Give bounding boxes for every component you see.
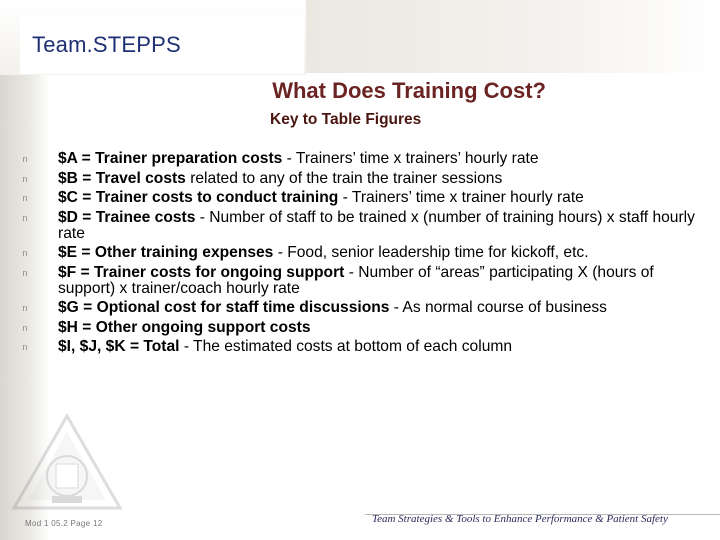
- bullet-marker-icon: n: [22, 212, 28, 223]
- bullet-term: $I, $J, $K = Total: [58, 338, 180, 355]
- bullet-term: $F = Trainer costs for ongoing support: [58, 263, 345, 281]
- bullet-marker-icon: n: [22, 322, 28, 333]
- bullet-description: - Trainers’ time x trainers’ hourly rate: [282, 150, 539, 167]
- bullet-term: $B = Travel costs: [58, 169, 186, 187]
- bullet-item: [20, 190, 700, 206]
- bullet-item: [20, 151, 700, 167]
- teamstepps-triangle-logo-icon: [10, 412, 125, 512]
- slide-title-text: What Does Training Cost?: [272, 78, 546, 103]
- footer-tagline: Team Strategies & Tools to Enhance Performance & Patient Safety: [372, 513, 668, 525]
- bullet-item: [20, 339, 700, 355]
- bullet-marker-icon: n: [22, 193, 28, 203]
- slide-subtitle: Key to Table Figures: [270, 111, 422, 128]
- bullet-item: [20, 265, 700, 297]
- bullet-item: [20, 300, 700, 316]
- bullet-term: $D = Trainee costs: [58, 208, 196, 226]
- bullet-description: - Number of staff to be trained x (number of training hours) x staff hourly rate: [58, 208, 695, 242]
- bullet-description: related to any of the train the trainer sessions: [185, 169, 503, 187]
- bullet-term: $H = Other ongoing support costs: [58, 318, 311, 336]
- bullet-marker-icon: n: [22, 342, 28, 352]
- bullet-marker-icon: n: [22, 303, 28, 313]
- bullet-item: [20, 320, 700, 336]
- bullet-description: - Food, senior leadership time for kickoff, etc.: [273, 244, 589, 261]
- bullet-marker-icon: n: [22, 173, 28, 184]
- bullet-item: [20, 245, 700, 261]
- bullet-item: [20, 210, 700, 242]
- bullet-list: [20, 151, 700, 359]
- bullet-term: $G = Optional cost for staff time discussions: [58, 299, 390, 316]
- bullet-marker-icon: n: [22, 248, 28, 258]
- slide-title: [0, 78, 720, 104]
- bullet-term: $E = Other training expenses: [58, 244, 274, 261]
- brand-logo-text: Team.STEPPS: [32, 32, 181, 57]
- bullet-term: $C = Trainer costs to conduct training: [58, 189, 339, 206]
- header-rule: [306, 73, 720, 76]
- header-shade: [306, 0, 720, 75]
- bullet-marker-icon: n: [22, 154, 28, 164]
- bullet-description: - Trainers’ time x trainer hourly rate: [338, 189, 584, 206]
- footer-page-info: Mod 1 05.2 Page 12: [25, 519, 103, 528]
- bullet-item: [20, 171, 700, 187]
- bullet-description: - As normal course of business: [389, 299, 607, 316]
- bullet-description: - The estimated costs at bottom of each column: [179, 338, 513, 355]
- bullet-marker-icon: n: [22, 267, 28, 278]
- bullet-description: - Number of “areas” participating X (hours of support) x trainer/coach hourly rate: [58, 263, 654, 297]
- bullet-term: $A = Trainer preparation costs: [58, 150, 283, 167]
